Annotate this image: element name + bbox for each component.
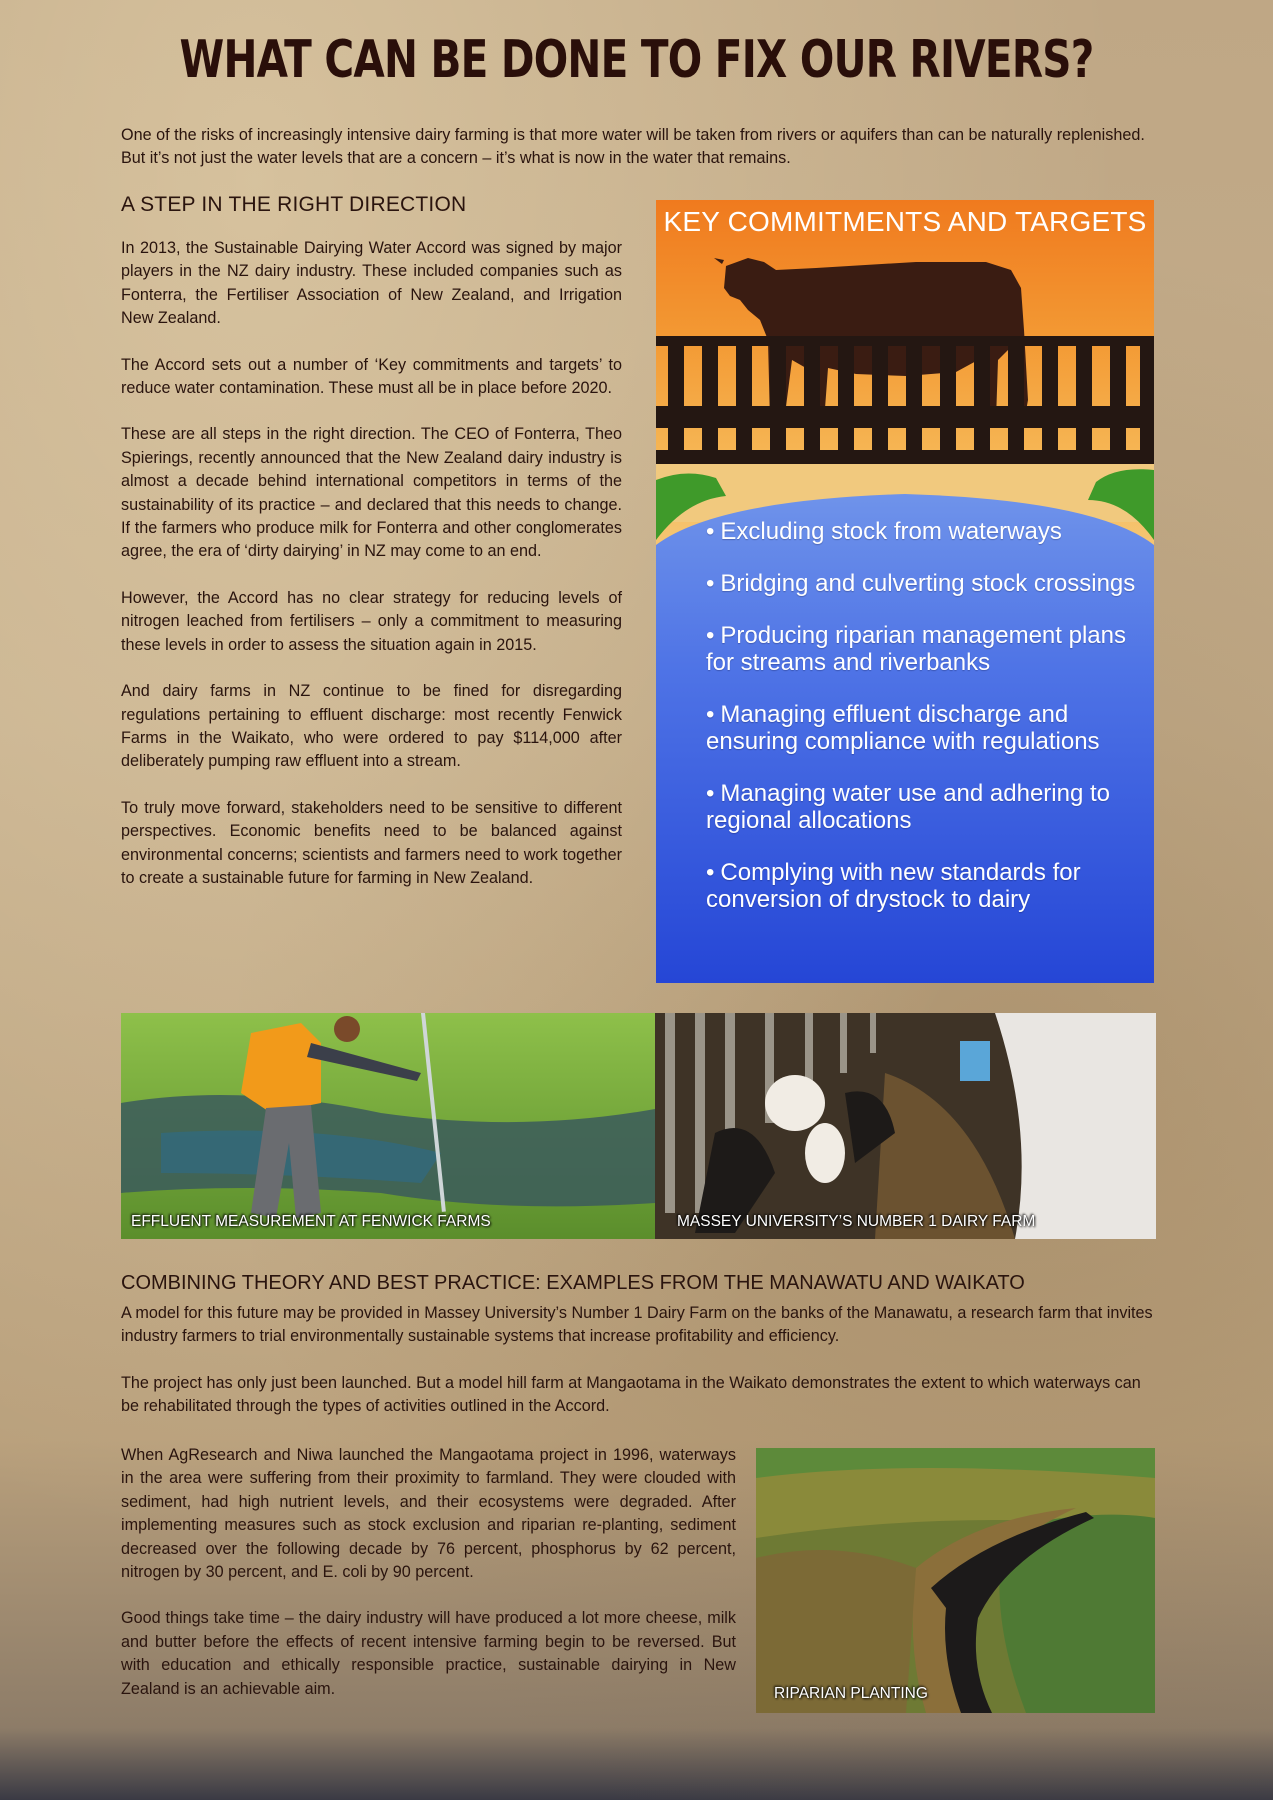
photo-caption: RIPARIAN PLANTING xyxy=(774,1685,928,1702)
page-title: WHAT CAN BE DONE TO FIX OUR RIVERS? xyxy=(179,30,1094,90)
bullet-icon: • xyxy=(706,518,715,545)
list-item: • Complying with new standards for conversion of drystock to dairy xyxy=(706,859,1081,913)
bullet-icon: • xyxy=(706,701,715,728)
panel-title: KEY COMMITMENTS AND TARGETS xyxy=(663,206,1147,237)
riparian-photo xyxy=(756,1448,1155,1713)
step-section-heading: A STEP IN THE RIGHT DIRECTION xyxy=(121,193,467,216)
combining-paragraph: A model for this future may be provided in Massey University’s Number 1 Dairy Farm on the banks of the Manawatu, a research farm that invites industry farmers to trial environmentally sustainable systems that increase profitability and efficiency. xyxy=(121,1304,1153,1346)
step-paragraph: However, the Accord has no clear strategy for reducing levels of nitrogen leached from fertilisers – only a commitment to measuring these levels in order to assess the situation again in 2015. xyxy=(121,588,622,654)
riparian-image xyxy=(756,1448,1155,1713)
mangaotama-paragraph: When AgResearch and Niwa launched the Mangaotama project in 1996, waterways in the area were suffering from their proximity to farmland. They were clouded with sediment, had high nutrient levels, and their ecosystems were degraded. After implementing measures such as stock exclusion and riparian re-planting, sediment decreased over the following decade by 76 percent, phosphorus by 62 percent, nitrogen by 30 percent, and E. coli by 90 percent. xyxy=(121,1446,736,1582)
fenwick-image xyxy=(121,1013,655,1239)
photo-caption: MASSEY UNIVERSITY’S NUMBER 1 DAIRY FARM xyxy=(677,1213,1036,1230)
step-paragraph: And dairy farms in NZ continue to be fined for disregarding regulations pertaining to effluent discharge: most recently Fenwick Farms in the Waikato, who were ordered to pay $114,000 after deliberately pumping raw effluent into a stream. xyxy=(121,682,622,771)
photo-caption: EFFLUENT MEASUREMENT AT FENWICK FARMS xyxy=(131,1213,491,1230)
mangaotama-paragraph: Good things take time – the dairy industry will have produced a lot more cheese, milk and butter before the effects of recent intensive farming begin to be reversed. But with education and ethically responsible practice, sustainable dairying in New Zealand is an achievable aim. xyxy=(121,1609,736,1698)
step-paragraph: These are all steps in the right direction. The CEO of Fonterra, Theo Spierings, recently announced that the New Zealand dairy industry is almost a decade behind international competitors in terms of the sustainability of its practice – and declared that this needs to change. If the farmers who produce milk for Fonterra and other conglomerates agree, the era of ‘dirty dairying’ in NZ may come to an end. xyxy=(121,425,622,561)
list-item: • Managing water use and adhering to regional allocations xyxy=(706,780,1111,834)
list-item: • Producing riparian management plans for streams and riverbanks xyxy=(706,622,1126,676)
list-item: • Bridging and culverting stock crossings xyxy=(706,570,1136,597)
combining-section-heading: COMBINING THEORY AND BEST PRACTICE: EXAMPLES FROM THE MANAWATU AND WAIKATO xyxy=(121,1272,1025,1294)
massey-image xyxy=(655,1013,1156,1239)
bullet-icon: • xyxy=(706,622,715,649)
intro-paragraph: One of the risks of increasingly intensive dairy farming is that more water will be taken from rivers or aquifers than can be naturally replenished. But it’s not just the water levels that are a concern – it’s what is now in the water that remains. xyxy=(121,126,1145,167)
step-paragraph: The Accord sets out a number of ‘Key commitments and targets’ to reduce water contamination. These must all be in place before 2020. xyxy=(121,355,622,398)
massey-photo xyxy=(655,1013,1156,1239)
list-item: • Excluding stock from waterways xyxy=(706,518,1062,545)
key-commitments-panel xyxy=(656,200,1154,983)
bullet-icon: • xyxy=(706,780,715,807)
step-paragraph: In 2013, the Sustainable Dairying Water Accord was signed by major players in the NZ dairy industry. These included companies such as Fonterra, the Fertiliser Association of New Zealand, and Irrigation New Zealand. xyxy=(121,239,622,328)
step-section xyxy=(121,193,622,913)
bullet-icon: • xyxy=(706,570,715,597)
list-item: • Managing effluent discharge and ensuring compliance with regulations xyxy=(706,701,1100,755)
mangaotama-section xyxy=(121,1444,736,1724)
combining-paragraph: The project has only just been launched. But a model hill farm at Mangaotama in the Waikato demonstrates the extent to which waterways can be rehabilitated through the types of activities outlined in the Accord. xyxy=(121,1373,1141,1416)
step-paragraph: To truly move forward, stakeholders need to be sensitive to different perspectives. Economic benefits need to be balanced against environmental concerns; scientists and farmers need to work together to create a sustainable future for farming in New Zealand. xyxy=(121,798,622,887)
combining-section xyxy=(121,1272,1155,1442)
bullet-icon: • xyxy=(706,859,715,886)
fenwick-photo xyxy=(121,1013,655,1239)
commitments-list xyxy=(706,518,1146,938)
